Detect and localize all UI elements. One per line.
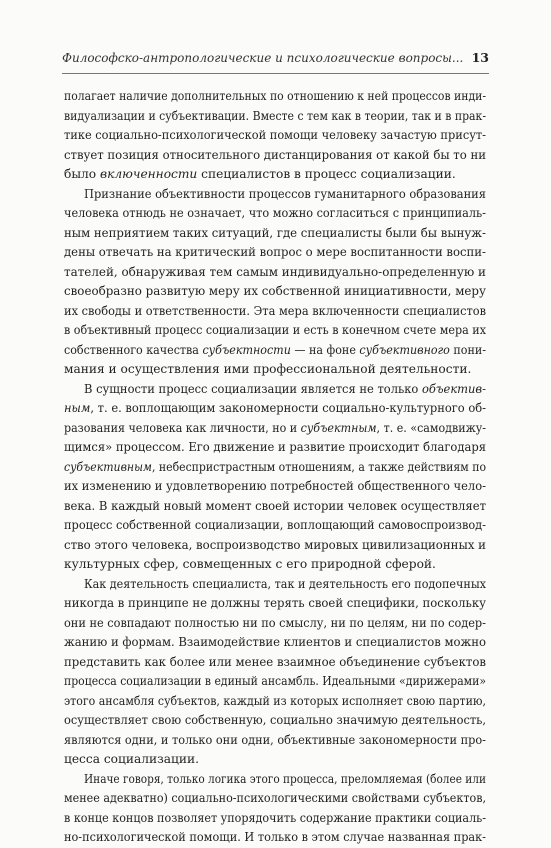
text-line: щимся» процессом. Его движение и развитие происходит благодаря [64, 440, 486, 454]
text-line: ство этого человека, воспроизводство мировых цивилизационных и [64, 537, 486, 552]
text-line: разования человека как личности, но и субъектным, т. е. «самодвижу- [64, 420, 486, 435]
text-line: Признание объективности процессов гуманитарного образования [84, 186, 486, 201]
text-line: они не совпадают полностью ни по смыслу, ни по целям, ни по содер- [64, 615, 486, 630]
text-line: в объективный процесс социализации и есть в конечном счете мера их [64, 323, 486, 337]
text-line: тателей, обнаруживая тем самым индивидуально-определенную и [64, 264, 486, 279]
paragraph [64, 770, 486, 848]
text-line: являются одни, и только они одни, объективные закономерности про- [64, 732, 486, 747]
text-line: их свободы и ответственности. Эта мера включенности специалистов [64, 303, 486, 318]
text-line: века. В каждый новый момент своей истории человек осуществляет [64, 498, 486, 513]
text-line: субъективным, небеспристрастным отношениям, а также действиям по [64, 459, 487, 474]
running-header-title: Философско-антропологические и психологические вопросы... [62, 51, 464, 65]
text-line: процесса социализации в единый ансамбль. Идеальными «дирижерами» [64, 674, 486, 688]
text-line: тике социально-психологической помощи человеку зачастую присут- [64, 128, 486, 142]
paragraph [64, 380, 486, 575]
text-line: собственного качества субъектности — на фоне субъективного пони- [64, 342, 486, 357]
text-line: но-психологической помощи. И только в этом случае названная прак- [64, 830, 486, 844]
text-line: процесс собственной социализации, воплощающий самовоспроизвод- [64, 518, 486, 532]
running-header [62, 50, 489, 65]
body-text [64, 87, 486, 848]
paragraph [64, 575, 486, 770]
text-line: своеобразно развитую меру их собственной инициативности, меру [64, 284, 486, 298]
text-line: дены отвечать на критический вопрос о мере воспитанности воспи- [64, 245, 486, 259]
text-line: никогда в принципе не должны терять своей специфики, поскольку [64, 596, 486, 610]
text-line: полагает наличие дополнительных по отношению к ней процессов инди- [64, 89, 486, 103]
text-line: Как деятельность специалиста, так и деятельность его подопечных [84, 576, 486, 591]
text-line: в конце концов позволяет упорядочить содержание практики социаль- [64, 810, 486, 825]
page-number: 13 [471, 50, 489, 65]
text-line: было включенности специалистов в процесс социализации. [64, 167, 456, 181]
text-line: культурных сфер, совмещенных с его природной сферой. [64, 557, 436, 571]
text-line: ным, т. е. воплощающим закономерности социально-культурного об- [64, 401, 487, 415]
text-line: представить как более или менее взаимное объединение субъектов [64, 654, 486, 669]
text-line: этого ансамбля субъектов, каждый из которых исполняет свою партию, [64, 693, 486, 708]
header-rule [62, 73, 489, 74]
text-line: видуализации и субъективации. Вместе с тем как в теории, так и в прак- [64, 108, 486, 123]
text-line: осуществляет свою собственную, социально значимую деятельность, [64, 713, 486, 727]
text-line: ным неприятием таких ситуаций, где специалисты были бы вынуж- [64, 225, 486, 240]
text-line: жанию и формам. Взаимодействие клиентов и специалистов можно [64, 635, 486, 649]
text-line: Иначе говоря, только логика этого процесса, преломляемая (более или [84, 771, 486, 786]
paragraph [64, 87, 486, 185]
text-line: цесса социализации. [64, 752, 199, 766]
text-line: ствует позиция относительного дистанцирования от какой бы то ни [64, 147, 486, 162]
text-line: человека отнюдь не означает, что можно согласиться с принципиаль- [64, 206, 486, 220]
text-line: менее адекватно) социально-психологическими свойствами субъектов, [64, 791, 486, 805]
text-line: мания и осуществления ими профессиональной деятельности. [64, 362, 472, 376]
text-line: их изменению и удовлетворению потребностей общественного чело- [64, 479, 486, 493]
paragraph [64, 185, 486, 380]
text-line: В сущности процесс социализации является не только объектив- [84, 381, 486, 396]
